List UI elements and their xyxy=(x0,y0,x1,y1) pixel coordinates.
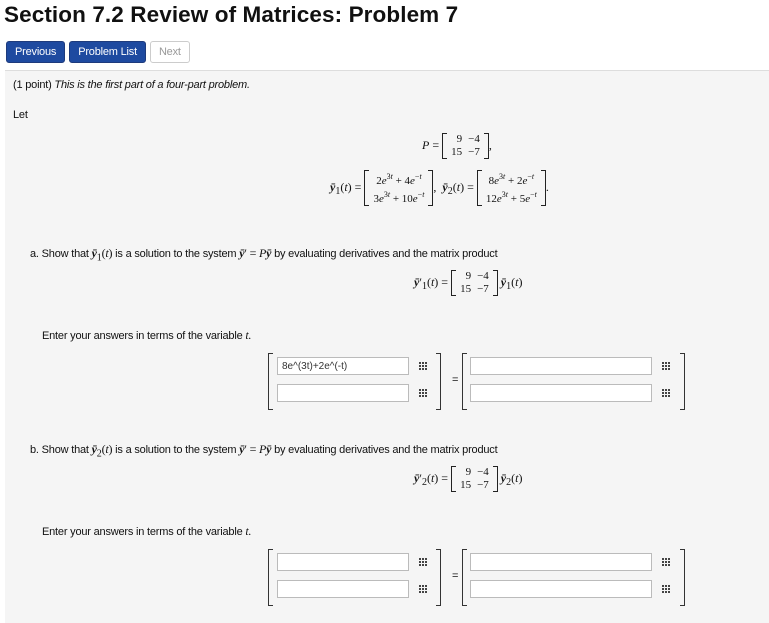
matrix-P xyxy=(442,133,489,159)
answer-b-right-top[interactable] xyxy=(470,553,652,571)
equation-editor-icon[interactable] xyxy=(662,389,672,398)
problem-list-button[interactable]: Problem List xyxy=(69,41,146,63)
points-label: (1 point) xyxy=(13,79,52,91)
answer-a-left-top[interactable] xyxy=(277,357,409,375)
bracket-b-left-close xyxy=(436,549,441,606)
equation-editor-icon[interactable] xyxy=(662,362,672,371)
bracket-b-right-close xyxy=(680,549,685,606)
answer-b-right-bottom[interactable] xyxy=(470,580,652,598)
y2-vector: $8e^{3t} + 2e^{-t}$ $12e^{3t} + 5e^{-t}$ xyxy=(477,170,546,206)
bracket-b-left-open xyxy=(268,549,273,606)
bracket-b-right-open xyxy=(462,549,467,606)
problem-intro xyxy=(13,79,250,91)
intro-text: This is the first part of a four-part problem. xyxy=(54,79,250,91)
matrix-P-b: 9 −4 15 −7 xyxy=(451,466,498,492)
bracket-a-left-close xyxy=(436,353,441,410)
matrix-P-def: P = 9 −4 15 −7 , xyxy=(422,133,492,158)
bracket-a-left-open xyxy=(268,353,273,410)
page-title: Section 7.2 Review of Matrices: Problem 7 xyxy=(4,2,459,27)
p21: 15 xyxy=(451,146,463,158)
equation-editor-icon[interactable] xyxy=(662,558,672,567)
matrix-P-a: 9 −4 15 −7 xyxy=(451,270,498,296)
part-a-enter-hint: Enter your answers in terms of the variable t. xyxy=(42,328,252,342)
equation-editor-icon[interactable] xyxy=(662,585,672,594)
let-label: Let xyxy=(13,109,28,121)
equation-editor-icon[interactable] xyxy=(419,362,429,371)
p12: −4 xyxy=(468,133,480,145)
equation-editor-icon[interactable] xyxy=(419,585,429,594)
previous-button[interactable]: Previous xyxy=(6,41,65,63)
y1-vector: $2e^{3t} + 4e^{-t}$ $3e^{3t} + 10e^{-t}$ xyxy=(364,170,433,206)
part-a-prompt: a. Show that $ȳ_1(t)$ is a solution to the system ȳ′ = Pȳ by evaluating derivatives and the matrix product xyxy=(30,246,498,264)
bracket-a-right-open xyxy=(462,353,467,410)
answer-a-right-bottom[interactable] xyxy=(470,384,652,402)
equals-sign: = xyxy=(452,570,459,582)
p22: −7 xyxy=(468,146,480,158)
part-a-equation: $ȳ'_1(t)$ = 9 −4 15 −7 $ȳ_1(t)$ xyxy=(414,270,523,295)
answer-a-right-top[interactable] xyxy=(470,357,652,375)
answer-b-left-bottom[interactable] xyxy=(277,580,409,598)
problem-panel xyxy=(5,70,769,623)
equals-sign: = xyxy=(452,374,459,386)
bracket-a-right-close xyxy=(680,353,685,410)
equation-editor-icon[interactable] xyxy=(419,389,429,398)
part-b-equation: $ȳ'_2(t)$ = 9 −4 15 −7 $ȳ_2(t)$ xyxy=(414,466,523,491)
answer-b-left-top[interactable] xyxy=(277,553,409,571)
part-b-prompt: b. Show that $ȳ_2(t)$ is a solution to the system ȳ′ = Pȳ by evaluating derivatives and the matrix product xyxy=(30,442,498,460)
p11: 9 xyxy=(456,133,463,145)
y-vectors-def: $ȳ_1(t)$ = $2e^{3t} + 4e^{-t}$ $3e^{3t} + 10e^{-t}$ , $ȳ_2(t)$ = $8e^{3t} + 2e^{-t}$ $12e^{3t} + 5e^{-t}$ . xyxy=(330,172,549,205)
next-button[interactable]: Next xyxy=(150,41,190,63)
part-b-enter-hint: Enter your answers in terms of the variable t. xyxy=(42,524,252,538)
problem-nav xyxy=(6,41,190,63)
answer-a-left-bottom[interactable] xyxy=(277,384,409,402)
equation-editor-icon[interactable] xyxy=(419,558,429,567)
